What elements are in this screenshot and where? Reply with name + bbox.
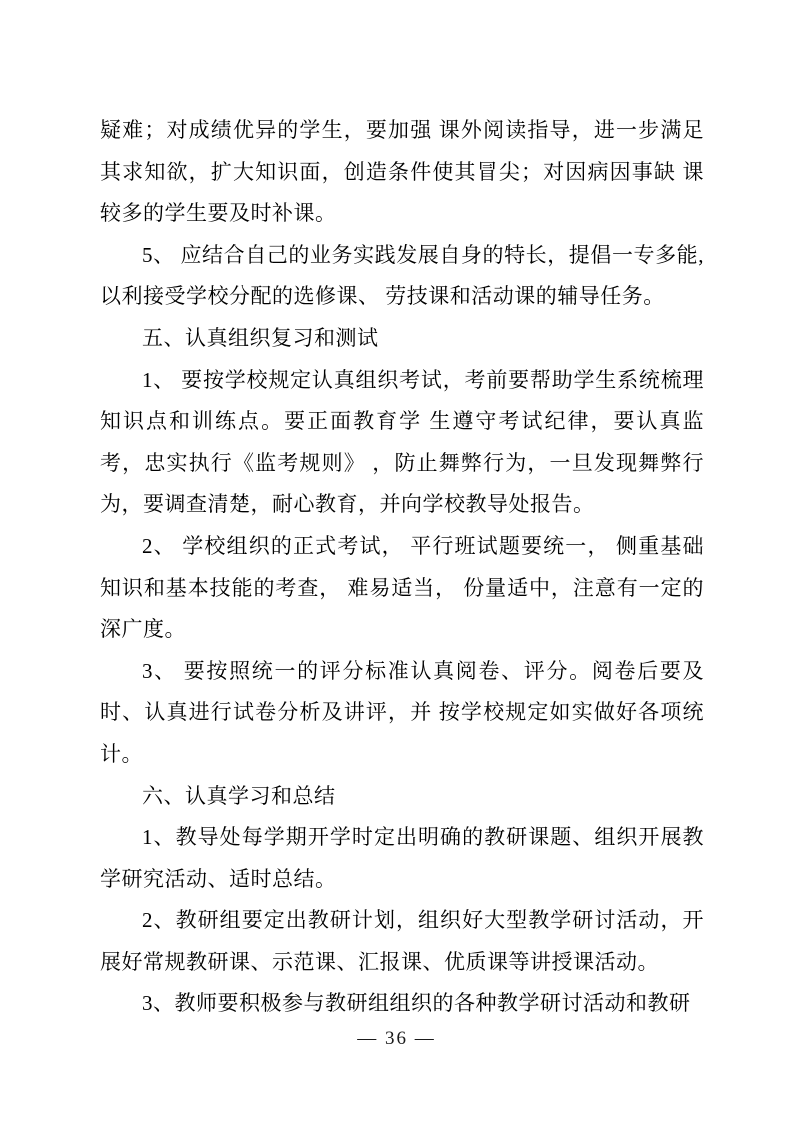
paragraph-item-6-1: 1、教导处每学期开学时定出明确的教研课题、组织开展教学研究活动、适时总结。 bbox=[100, 825, 704, 891]
paragraph-item-1: 1、 要按学校规定认真组织考试，考前要帮助学生系统梳理知识点和训练点。要正面教育学 生遵守考试纪律，要认真监考，忠实执行《监考规则》 ，防止舞弊行为，一旦发现舞弊行为，要调查清楚，耐心教育，并向学校教导处报告。 bbox=[100, 367, 704, 517]
paragraph-item-6-2: 2、教研组要定出教研计划，组织好大型教学研讨活动，开展好常规教研课、示范课、汇报课、优质课等讲授课活动。 bbox=[100, 908, 704, 974]
paragraph-item-2: 2、 学校组织的正式考试， 平行班试题要统一， 侧重基础知识和基本技能的考查， 难易适当， 份量适中，注意有一定的深广度。 bbox=[100, 533, 704, 642]
section-heading-5: 五、认真组织复习和测试 bbox=[142, 325, 379, 350]
page-number-footer: — 36 — bbox=[357, 1028, 436, 1049]
paragraph-item-3: 3、 要按照统一的评分标准认真阅卷、评分。阅卷后要及时、认真进行试卷分析及讲评，并 按学校规定如实做好各项统计。 bbox=[100, 658, 704, 766]
document-body bbox=[100, 110, 704, 1025]
paragraph-item-5: 5、 应结合自己的业务实践发展自身的特长，提倡一专多能,以利接受学校分配的选修课、 劳技课和活动课的辅导任务。 bbox=[100, 242, 704, 309]
paragraph-continuation: 疑难；对成绩优异的学生，要加强 课外阅读指导，进一步满足其求知欲，扩大知识面，创造条件使其冒尖；对因病因事缺 课较多的学生要及时补课。 bbox=[100, 118, 704, 226]
paragraph-item-6-3: 3、教师要积极参与教研组组织的各种教学研讨活动和教研 bbox=[142, 991, 691, 1016]
section-heading-6: 六、认真学习和总结 bbox=[142, 783, 336, 808]
